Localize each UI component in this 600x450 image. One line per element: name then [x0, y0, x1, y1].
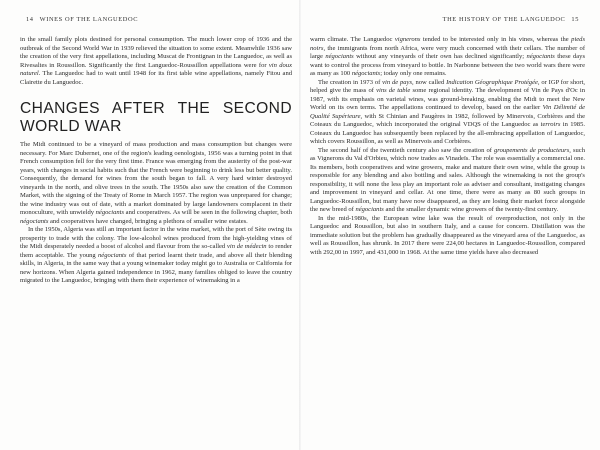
italic-text: Vin Délimité de Qualité Supérieure [310, 104, 586, 120]
right-page [309, 0, 589, 450]
italic-text: groupements de producteurs [494, 146, 570, 154]
text-run: some regional identity. The development of Vin de Pays d'Oc in 1987, with its emphasis on varietal wines, was ground-breaking, enabling the Midi to meet the New World on its own terms. The appellations continued to develop, based on the earlier [310, 87, 585, 111]
section-paragraph [20, 141, 292, 226]
text-run: , or IGP for short, helped give the mass of [310, 78, 586, 94]
right-page-body [310, 36, 585, 257]
right-running-head-title: THE HISTORY OF THE LANGUEDOC [442, 16, 566, 23]
text-run: and the smaller dynamic wine growers of the twenty-first century. [383, 206, 559, 213]
text-run: , such as Vignerons du Val d'Orbieu, which now trades as Vinadeïs. The role was essentially a commercial one. Its members, both cooperatives and wine growers, make and mature their own wine, while the group is responsible for any blending and also bottling and sales. Although the winemaking is not the group's responsibility, it will none the less play an important role as adviser and consultant, instigating changes and improvement in vineyard and cellar. At one time, there were as many as 80 such groups in Languedoc-Roussillon, but many have now disappeared, as they are losing their market force alongside the new breed of [310, 146, 585, 213]
left-page-body [20, 36, 292, 286]
text-run: in 1985. Coteaux du Languedoc has subsequently been replaced by the all-embracing appellation of Languedoc, which covers Roussillon, as well as Minervois and Corbières. [310, 121, 585, 145]
text-run: these days want to control the process from vineyard to bottle. In Narbonne between the two world wars there were as many as 100 [310, 53, 586, 77]
italic-text: vignerons [394, 36, 421, 43]
text-run: The Midi continued to be a vineyard of mass production and mass consumption but changes were necessary. For Marc Dubernet, one of the region's leading oenologists, 1956 was a turning point in that French consumption fell for the very first time. France was emerging from the austerity of the post-war years, with changes in social habits such that the French were beginning to drink less but better quality. Consequently, the demand for wines from the south began to fall. A very hard winter destroyed vineyards in the north, and olive trees in the south. The 1950s also saw the creation of the Common Market, with the signing of the Treaty of Rome in March 1957. The region was unprepared for change; the wine industry was out of date, with a market dominated by large landowners complacent in their monoculture, with unwieldy [20, 141, 292, 216]
book-gutter [299, 0, 301, 450]
right-page-number: 15 [571, 16, 579, 23]
italic-text: terroirs [540, 121, 561, 128]
text-run: , with St Chinian and Faugères in 1982, followed by Minervois, Corbières and the Coteaux du Languedoc, which incorporated the original VDQS of the Languedoc as [310, 112, 585, 128]
italic-text: vins de table [376, 87, 411, 94]
text-run: . The Languedoc had to wait until 1948 for its first table wine appellations, namely Fitou and Clairette du Languedoc. [20, 70, 292, 86]
italic-text: négociants [351, 70, 381, 77]
right-paragraph [310, 36, 585, 79]
text-run: of that period learnt their trade, and above all their blending skills, in Algeria, in the same way that a young winemaker today might go to Australia or California for new horizons. When Algeria gained independence in 1962, many families obliged to leave the country migrated to the Languedoc, bringing with them their experience of winemaking in a [20, 251, 292, 284]
section-title: CHANGES AFTER THE SECOND WORLD WAR [20, 100, 292, 135]
italic-text: négociants [355, 206, 384, 213]
italic-text: vin de pays [382, 78, 412, 86]
left-page [12, 0, 292, 450]
right-running-head [309, 16, 585, 23]
left-page-number: 14 [26, 16, 34, 23]
text-run: The creation in 1973 of [318, 78, 383, 86]
text-run: tended to be interested only in his vines, whereas the [420, 36, 572, 43]
left-running-head [20, 16, 292, 23]
left-running-head-title: WINES OF THE LANGUEDOC [39, 16, 139, 23]
italic-text: Indication Géographique Protégée [446, 78, 538, 86]
text-run: In the 1950s, Algeria was still an important factor in the wine market, with the port of Sète owing its prosperity to trade with the colony. The low-alcohol wines produced from the high-yielding vines of the Midi desperately needed a boost of alcohol and flavour from the so-called [20, 226, 292, 250]
text-run: without any vineyards of their own has declined significantly; [353, 53, 527, 60]
italic-text: négociants [98, 251, 127, 259]
text-run: to render them acceptable. The young [20, 243, 293, 259]
text-run: and cooperatives. As will be seen in the following chapter, both [124, 209, 292, 216]
right-paragraph [310, 215, 585, 258]
italic-text: vin doux naturel [20, 61, 292, 77]
intro-paragraph [20, 36, 292, 87]
right-paragraph [310, 147, 585, 215]
italic-text: pieds noirs [310, 36, 585, 52]
text-run: in the small family plots destined for personal consumption. The much lower crop of 1936 and the outbreak of the Second World War in 1939 relieved the situation to some extent. Meanwhile 1936 saw the creation of the very first appellations, including Muscat de Frontignan in the Languedoc, as well as Rivesaltes in Roussillon. Significantly the first Languedoc-Roussillon appellations were for [20, 36, 292, 69]
text-run: warm climate. The Languedoc [310, 36, 395, 43]
italic-text: négociants [95, 209, 125, 216]
italic-text: vin de médecin [227, 243, 267, 250]
italic-text: négociants [325, 53, 354, 60]
right-paragraph [310, 79, 585, 147]
text-run: , now called [412, 78, 447, 86]
text-run: and cooperatives have changed, bringing a plethora of smaller wine estates. [48, 217, 248, 225]
section-paragraph [20, 226, 292, 286]
italic-text: négociants [20, 217, 49, 225]
italic-text: négociants [526, 53, 555, 60]
text-run: The second half of the twentieth century also saw the creation of [318, 146, 494, 154]
text-run: In the mid-1980s, the European wine lake was the result of overproduction, not only in the Languedoc and Roussillon, but also in southern Italy, and a cause for concern. Distillation was the immediate solution but the problem has gradually disappeared as the vineyard area of the Languedoc, as well as Roussillon, has shrunk. In 2017 there were 224,00 hectares in Languedoc-Roussillon, compared with 292,00 in 1997, and 431,000 in 1968. At the same time yields have also decreased [310, 214, 585, 256]
text-run: ; today only one remains. [380, 70, 447, 77]
text-run: , the immigrants from north Africa, were very much concerned with their cellars. The number of large [310, 44, 585, 60]
